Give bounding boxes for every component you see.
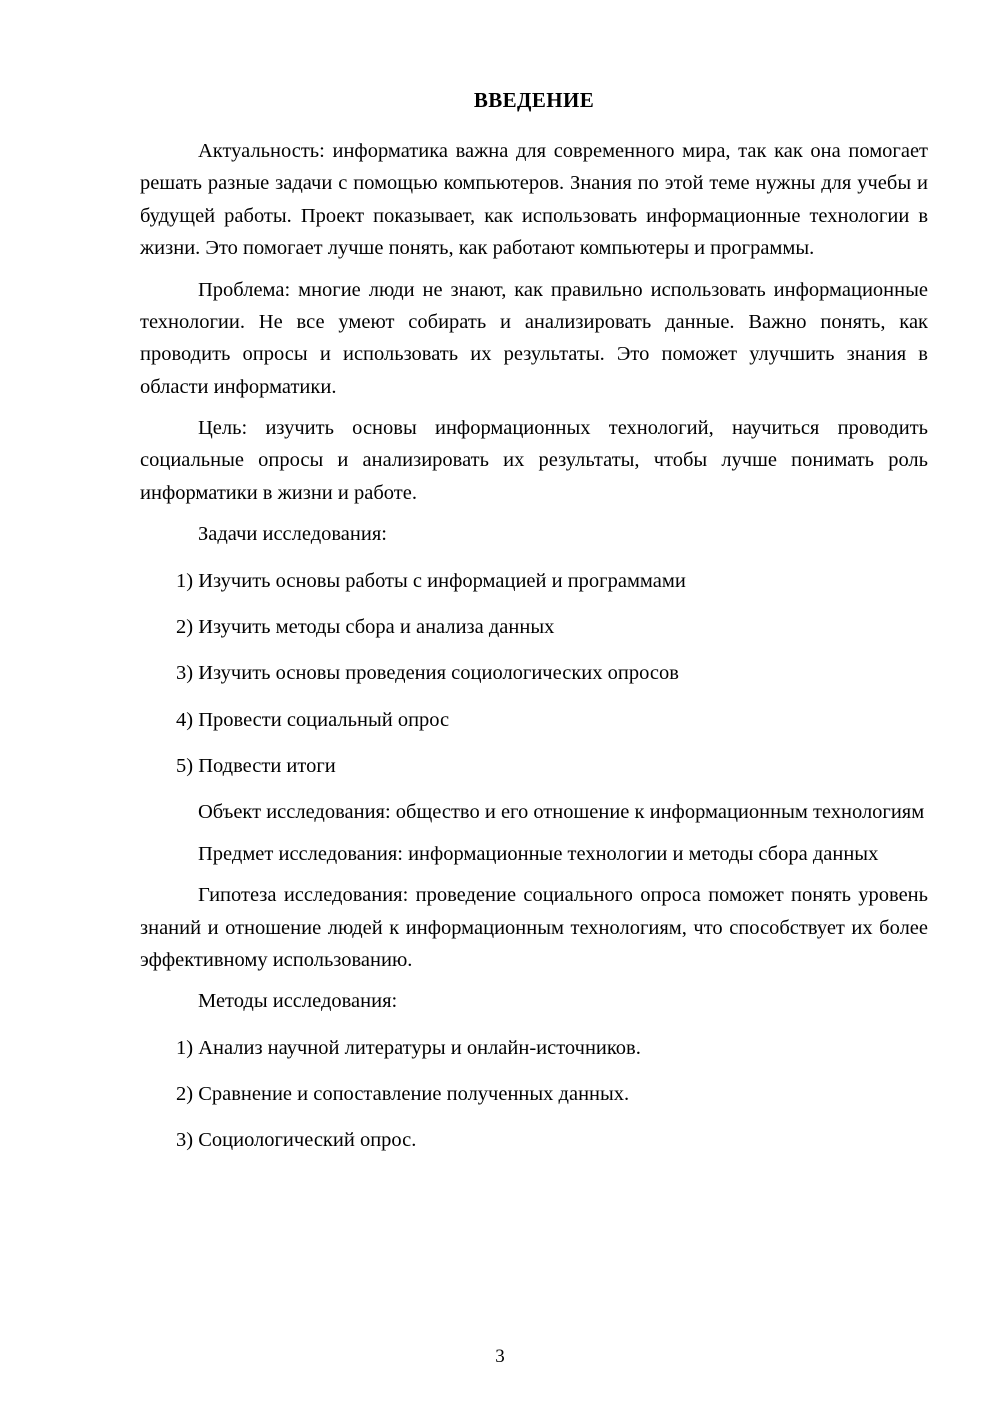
page-number: 3 bbox=[495, 1346, 505, 1367]
paragraph-problem: Проблема: многие люди не знают, как правильно использовать информационные технологии. Не все умеют собирать и анализировать данные. Важно понять, как проводить опросы и использовать их результаты. Это поможет улучшить знания в области информатики. bbox=[140, 278, 928, 398]
list-item: 3) Социологический опрос. bbox=[176, 1129, 417, 1152]
list-item: 2) Сравнение и сопоставление полученных данных. bbox=[176, 1083, 630, 1105]
methods-label: Методы исследования: bbox=[198, 990, 398, 1013]
list-item: 3) Изучить основы проведения социологических опросов bbox=[176, 662, 679, 685]
list-item: 4) Провести социальный опрос bbox=[176, 708, 450, 731]
page-title: ВВЕДЕНИЕ bbox=[473, 88, 595, 112]
paragraph-hypothesis: Гипотеза исследования: проведение социального опроса поможет понять уровень знаний и отношение людей к информационным технологиям, что способствует их более эффективному использованию. bbox=[140, 884, 928, 971]
paragraph-object: Объект исследования: общество и его отношение к информационным технологиям bbox=[198, 801, 925, 824]
list-item: 1) Анализ научной литературы и онлайн-источников. bbox=[176, 1036, 641, 1059]
paragraph-goal: Цель: изучить основы информационных технологий, научиться проводить социальные опросы и анализировать их результаты, чтобы лучше понимать роль информатики в жизни и работе. bbox=[140, 417, 928, 504]
list-item: 2) Изучить методы сбора и анализа данных bbox=[176, 615, 555, 638]
list-item: 5) Подвести итоги bbox=[176, 755, 336, 777]
paragraph-relevance: Актуальность: информатика важна для современного мира, так как она помогает решать разные задачи с помощью компьютеров. Знания по этой теме нужны для учебы и будущей работы. Проект показывает, как использовать информационные технологии в жизни. Это помогает лучше понять, как работают компьютеры и программы. bbox=[140, 140, 928, 260]
tasks-label: Задачи исследования: bbox=[198, 523, 387, 546]
list-item: 1) Изучить основы работы с информацией и программами bbox=[176, 569, 686, 592]
paragraph-subject: Предмет исследования: информационные технологии и методы сбора данных bbox=[198, 842, 879, 865]
